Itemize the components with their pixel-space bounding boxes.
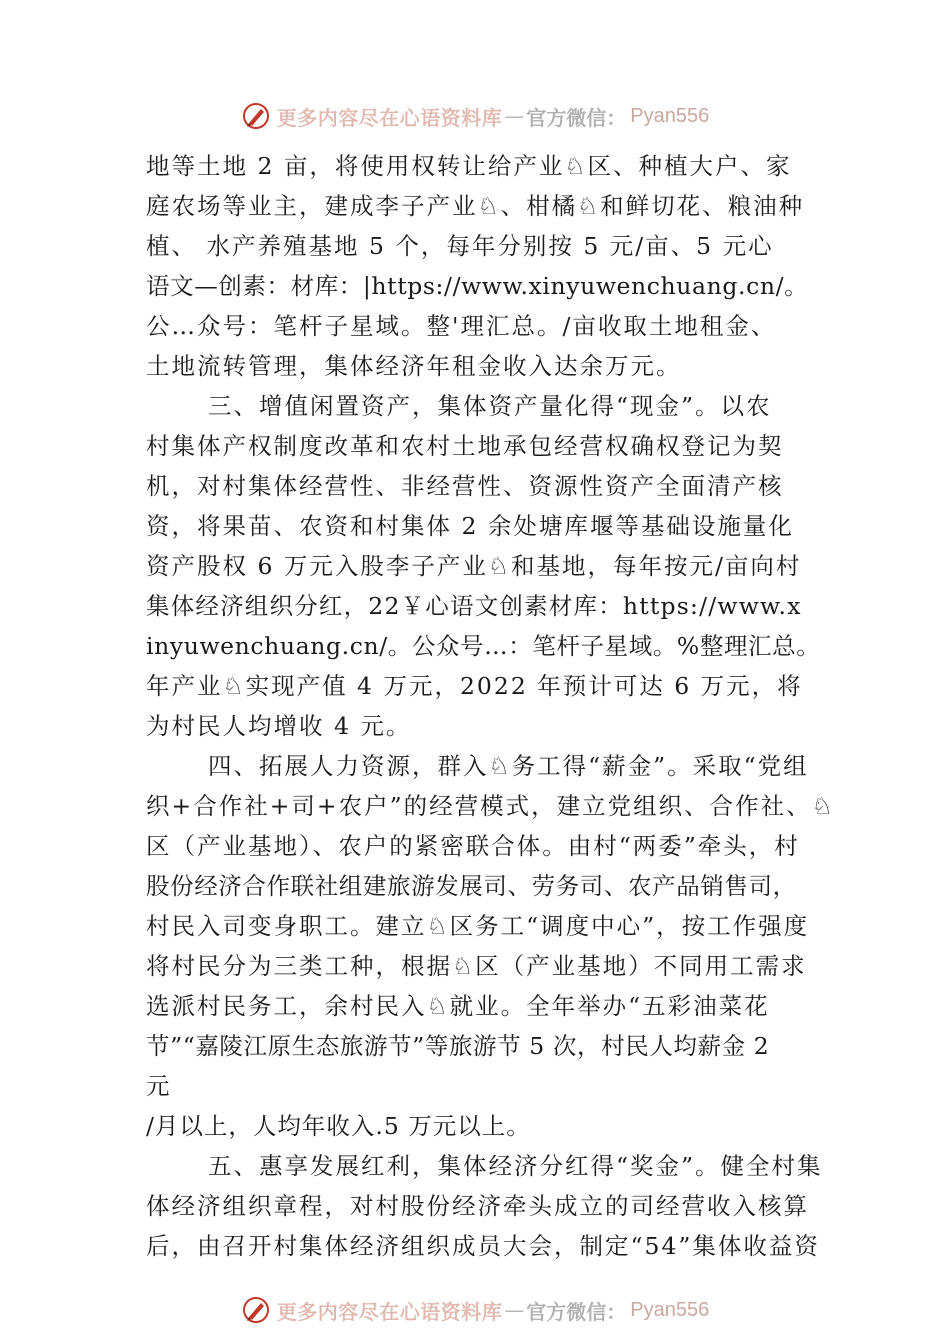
paragraph-heading-line: 三、增值闲置资产，集体资产量化得“现金”。以农 <box>208 392 772 420</box>
text-line: 地等土地 2 亩，将使用权转让给产业♘区、种植大户、家 <box>146 152 792 180</box>
watermark-dash: — <box>504 104 525 128</box>
pen-logo-icon <box>241 101 271 131</box>
text-line: 区（产业基地）、农户的紧密联合体。由村“两委”牵头，村 <box>146 832 800 860</box>
paragraph-4 <box>146 746 836 1146</box>
text-line: 资产股权 6 万元入股李子产业♘和基地，每年按元/亩向村 <box>146 552 802 580</box>
text-line: inyuwenchuang.cn/。公众号…：笔杆子星域。%整理汇总。 <box>146 632 821 660</box>
text-line: 织+合作社+司+农户”的经营模式，建立党组织、合作社、♘ <box>146 792 835 820</box>
document-body <box>146 146 836 1266</box>
header-watermark <box>0 96 950 136</box>
text-line: 为村民人均增收 4 元。 <box>146 712 412 740</box>
watermark-wechat-id: Pyan556 <box>630 104 710 127</box>
text-line: 将村民分为三类工种，根据♘区（产业基地）不同用工需求 <box>146 952 807 980</box>
text-line: 元 <box>146 1072 172 1100</box>
text-line: 体经济组织章程，对村股份经济牵头成立的司经营收入核算 <box>146 1192 809 1220</box>
text-line: 庭农场等业主，建成李子产业♘、柑橘♘和鲜切花、粮油种 <box>146 192 805 220</box>
text-line: 年产业♘实现产值 4 万元，2022 年预计可达 6 万元，将 <box>146 672 803 700</box>
paragraph-5 <box>146 1146 836 1266</box>
watermark-text: 更多内容尽在心语资料库 <box>276 105 503 130</box>
text-line: 公…众号：笔杆子星域。整'理汇总。/亩收取土地租金、 <box>146 312 777 340</box>
watermark-dash: — <box>504 1298 525 1322</box>
paragraph-3 <box>146 386 836 746</box>
text-line: 村集体产权制度改革和农村土地承包经营权确权登记为契 <box>146 432 784 460</box>
watermark-wechat-label: 官方微信： <box>526 1299 627 1324</box>
text-line: 股份经济合作联社组建旅游发展司、劳务司、农产品销售司， <box>146 872 797 900</box>
text-line: 土地流转管理，集体经济年租金收入达余万元。 <box>146 352 682 380</box>
watermark-wechat-id: Pyan556 <box>630 1298 710 1321</box>
paragraph-heading-line: 四、拓展人力资源，群入♘务工得“薪金”。采取“党组 <box>208 752 809 780</box>
footer-watermark <box>0 1290 950 1330</box>
text-line: /月以上，人均年收入.5 万元以上。 <box>146 1112 531 1140</box>
watermark-wechat-label: 官方微信： <box>526 105 627 130</box>
text-line: 村民入司变身职工。建立♘区务工“调度中心”，按工作强度 <box>146 912 810 940</box>
text-line: 语文—创素：材库：|https://www.xinyuwenchuang.cn/。 <box>146 272 809 300</box>
watermark-text: 更多内容尽在心语资料库 <box>276 1299 503 1324</box>
text-line: 植、 水产养殖基地 5 个，每年分别按 5 元/亩、5 元心 <box>146 232 774 260</box>
text-line: 节”“嘉陵江原生态旅游节”等旅游节 5 次，村民人均薪金 2 <box>146 1032 770 1060</box>
paragraph-2-continuation <box>146 146 836 386</box>
text-line: 选派村民务工，余村民入♘就业。全年举办“五彩油菜花 <box>146 992 770 1020</box>
text-line: 集体经济组织分红，22￥心语文创素材库：https://www.x <box>146 592 802 620</box>
paragraph-heading-line: 五、惠享发展红利，集体经济分红得“奖金”。健全村集 <box>208 1152 823 1180</box>
text-line: 资，将果苗、农资和村集体 2 余处塘库堰等基础设施量化 <box>146 512 794 540</box>
text-line: 后，由召开村集体经济组织成员大会，制定“54”集体收益资 <box>146 1232 820 1260</box>
pen-logo-icon <box>241 1295 271 1325</box>
text-line: 机，对村集体经营性、非经营性、资源性资产全面清产核 <box>146 472 784 500</box>
